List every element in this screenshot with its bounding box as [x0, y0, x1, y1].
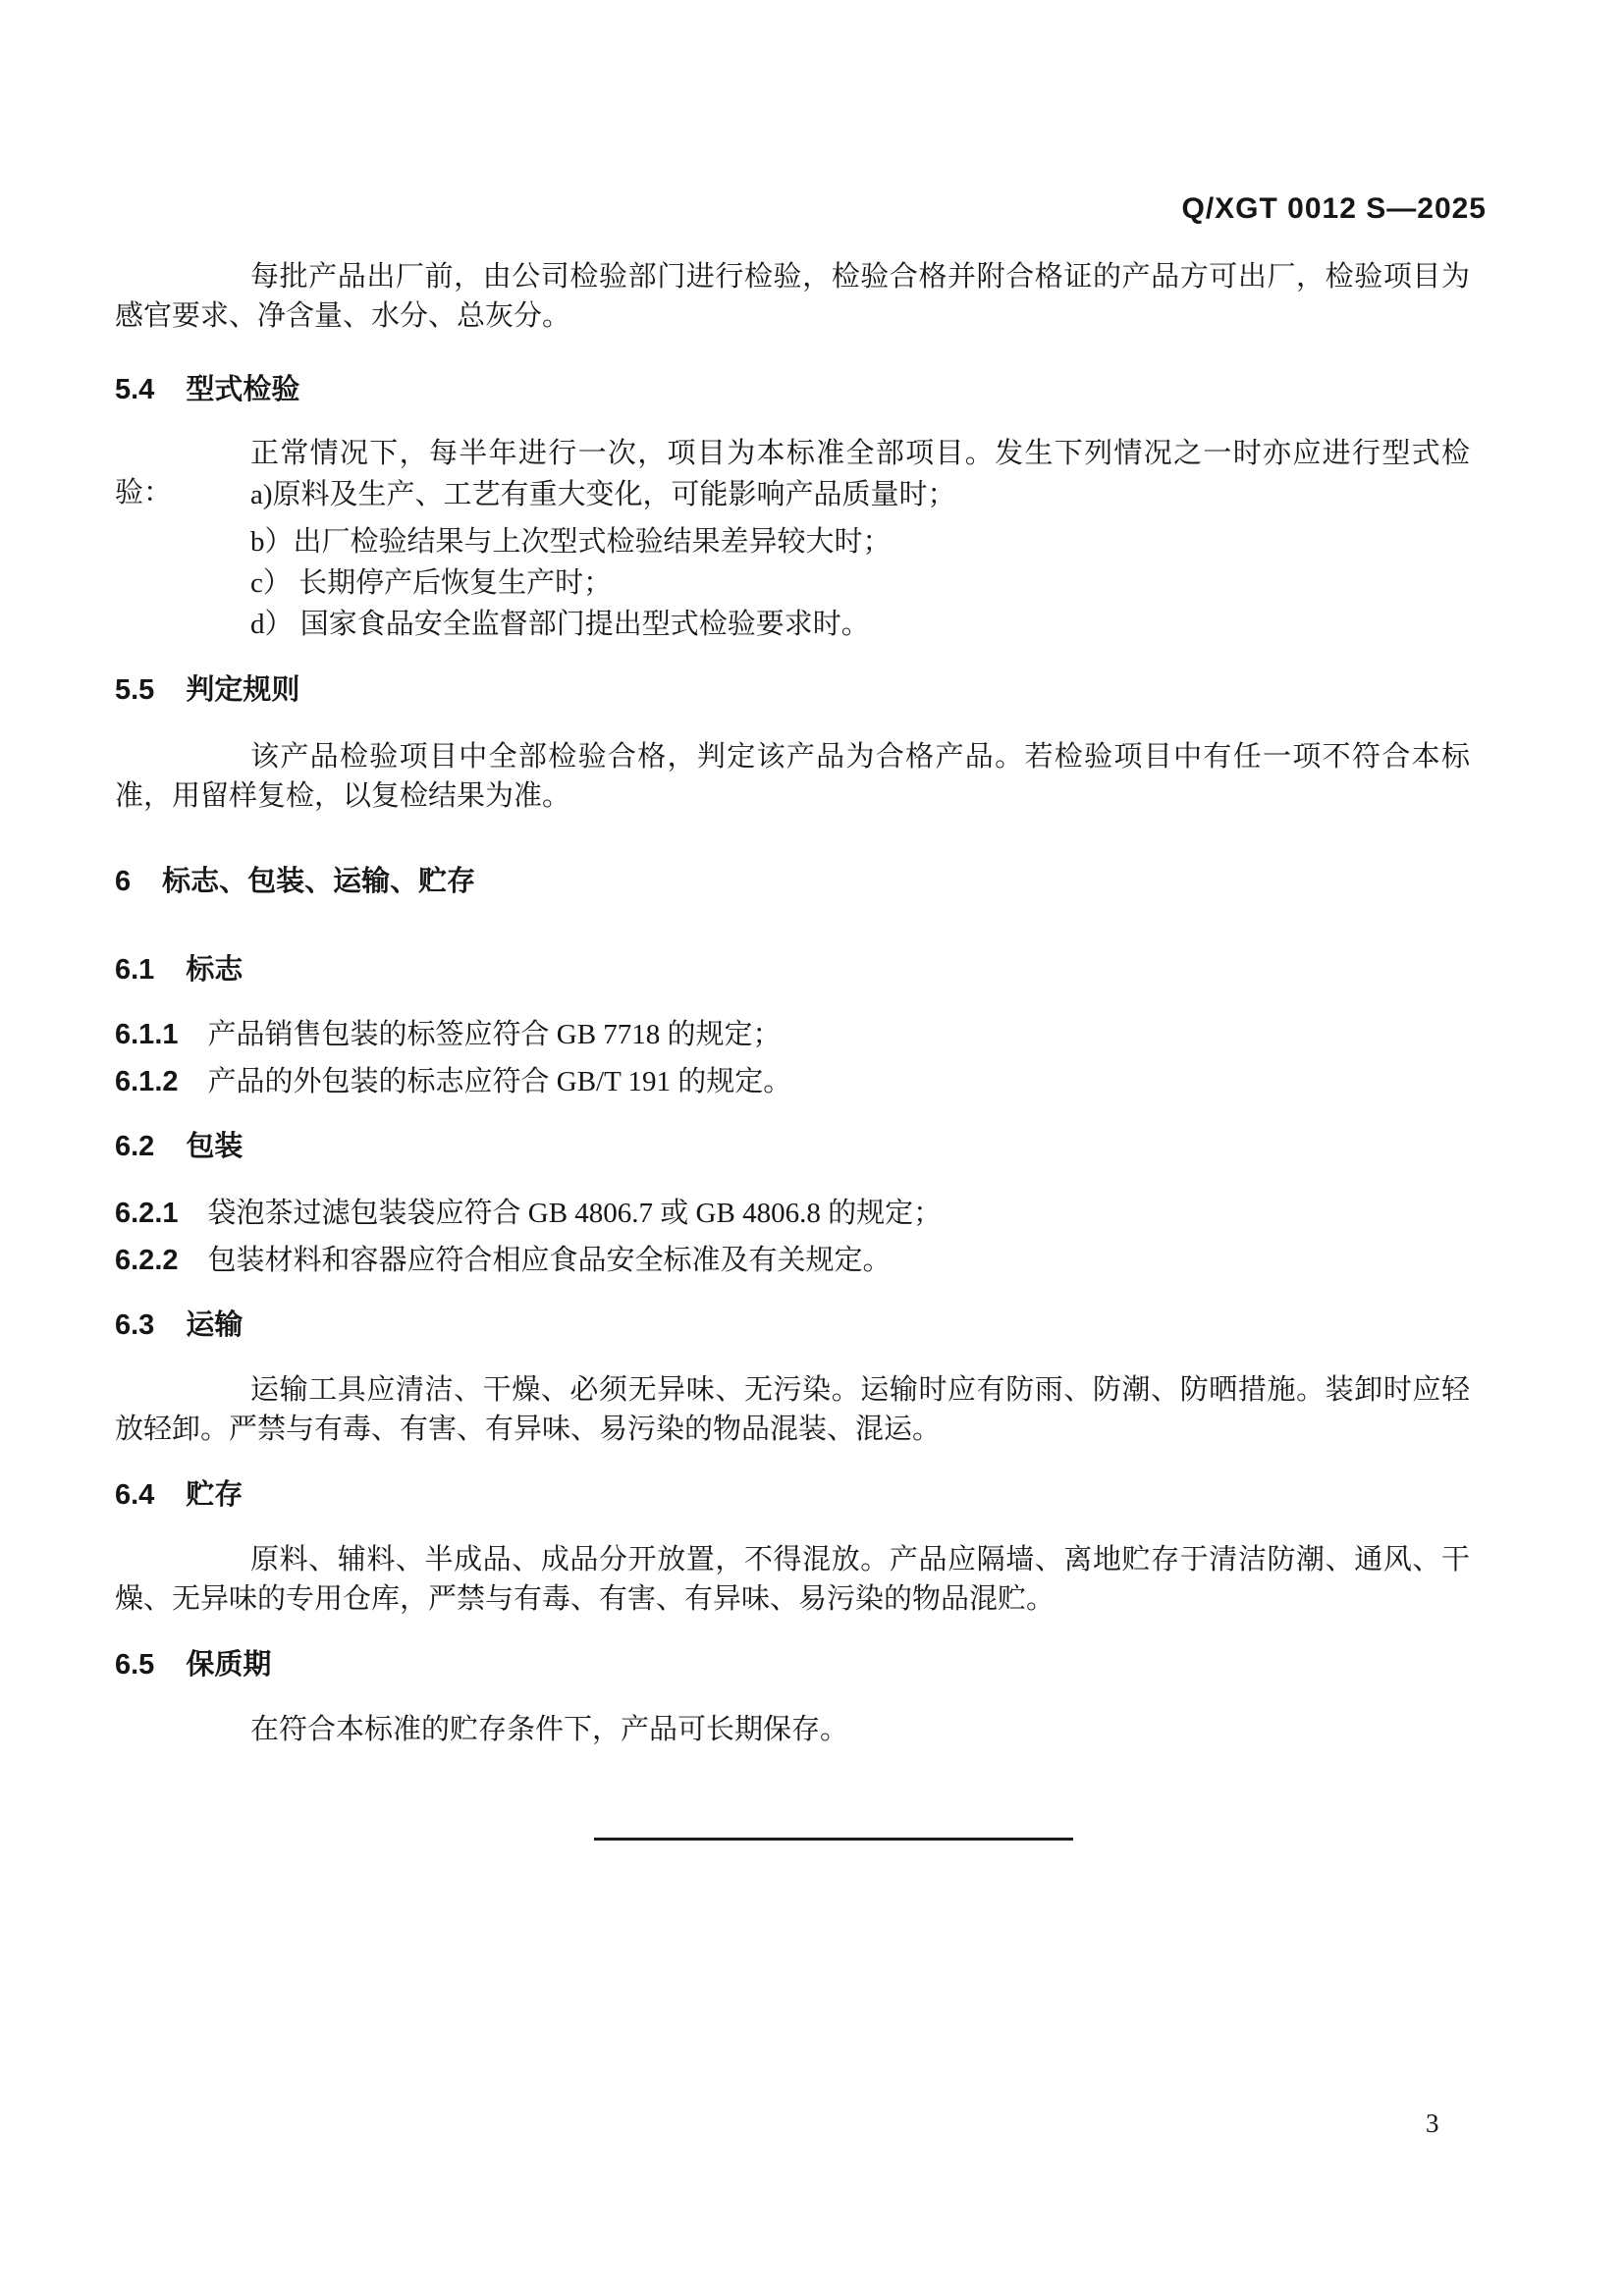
- clause-number: 6.2.2: [115, 1245, 179, 1276]
- heading-number: 6.4: [115, 1479, 155, 1511]
- clause-number: 6.2.1: [115, 1198, 179, 1229]
- heading-6-4: [115, 1478, 1470, 1512]
- heading-number: 5.4: [115, 374, 155, 405]
- heading-number: 6.3: [115, 1309, 155, 1341]
- paragraph-storage: 原料、辅料、半成品、成品分开放置，不得混放。产品应隔墙、离地贮存于清洁防潮、通风、干燥、无异味的专用仓库，严禁与有毒、有害、有异味、易污染的物品混贮。: [115, 1544, 1470, 1615]
- heading-5-4: [115, 373, 1470, 406]
- clause-6-2-1: [115, 1194, 1470, 1233]
- clause-6-1-1: [115, 1015, 1470, 1054]
- list-item-b: b）出厂检验结果与上次型式检验结果差异较大时；: [250, 526, 892, 558]
- heading-5-5: [115, 673, 1470, 707]
- list-item-c: c） 长期停产后恢复生产时；: [250, 567, 613, 599]
- heading-title: 包装: [186, 1131, 244, 1162]
- heading-title: 型式检验: [186, 374, 300, 405]
- paragraph-judgement-rule: 该产品检验项目中全部检验合格，判定该产品为合格产品。若检验项目中有任一项不符合本标准，用留样复检，以复检结果为准。: [115, 741, 1470, 812]
- heading-number: 6.1: [115, 954, 155, 986]
- page-number: 3: [1426, 2109, 1439, 2138]
- doc-code-header: Q/XGT 0012 S—2025: [1181, 192, 1487, 225]
- document-end-divider: [594, 1838, 1073, 1841]
- heading-6-2: [115, 1130, 1470, 1163]
- clause-text: 产品销售包装的标签应符合 GB 7718 的规定；: [207, 1019, 782, 1050]
- heading-6: [115, 865, 1470, 898]
- paragraph-factory-inspection: 每批产品出厂前，由公司检验部门进行检验，检验合格并附合格证的产品方可出厂，检验项目为感官要求、净含量、水分、总灰分。: [115, 261, 1470, 332]
- heading-title: 贮存: [186, 1479, 244, 1511]
- heading-6-5: [115, 1648, 1470, 1682]
- paragraph-transport: 运输工具应清洁、干燥、必须无异味、无污染。运输时应有防雨、防潮、防晒措施。装卸时应轻放轻卸。严禁与有毒、有害、有异味、易污染的物品混装、混运。: [115, 1374, 1470, 1445]
- paragraph-type-inspection: 正常情况下，每半年进行一次，项目为本标准全部项目。发生下列情况之一时亦应进行型式检验：: [115, 438, 1470, 508]
- heading-title: 标志: [186, 954, 244, 986]
- paragraph-shelf-life: 在符合本标准的贮存条件下，产品可长期保存。: [250, 1714, 849, 1745]
- heading-title: 标志、包装、运输、贮存: [162, 866, 476, 897]
- heading-6-1: [115, 953, 1470, 987]
- heading-number: 5.5: [115, 674, 155, 706]
- list-item-d: d） 国家食品安全监督部门提出型式检验要求时。: [250, 609, 870, 640]
- clause-number: 6.1.1: [115, 1019, 179, 1050]
- clause-text: 包装材料和容器应符合相应食品安全标准及有关规定。: [207, 1245, 892, 1276]
- clause-number: 6.1.2: [115, 1066, 179, 1097]
- clause-text: 产品的外包装的标志应符合 GB/T 191 的规定。: [207, 1066, 792, 1097]
- heading-title: 判定规则: [186, 674, 300, 706]
- heading-title: 运输: [186, 1309, 244, 1341]
- clause-6-2-2: [115, 1241, 1470, 1280]
- heading-6-3: [115, 1308, 1470, 1342]
- list-item-a: a)原料及生产、工艺有重大变化，可能影响产品质量时；: [250, 479, 956, 510]
- heading-title: 保质期: [186, 1649, 272, 1681]
- heading-number: 6: [115, 866, 132, 897]
- heading-number: 6.2: [115, 1131, 155, 1162]
- clause-6-1-2: [115, 1062, 1470, 1101]
- heading-number: 6.5: [115, 1649, 155, 1681]
- clause-text: 袋泡茶过滤包装袋应符合 GB 4806.7 或 GB 4806.8 的规定；: [207, 1198, 943, 1229]
